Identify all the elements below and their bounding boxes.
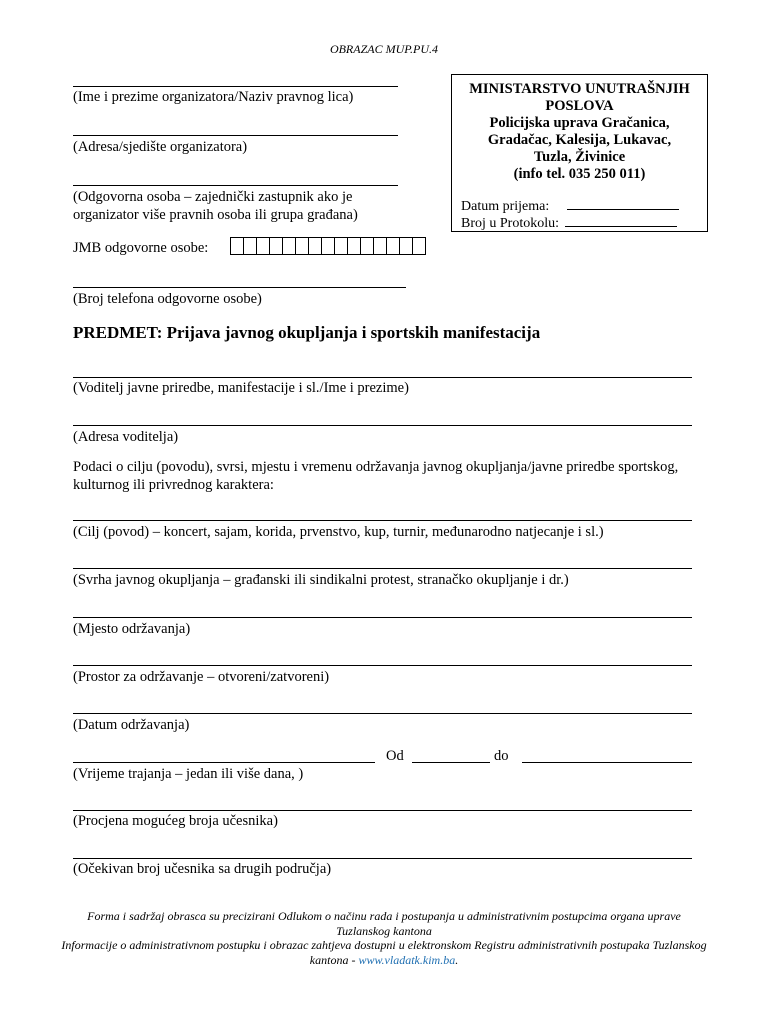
from-line[interactable] — [412, 762, 490, 763]
authority-line: MINISTARSTVO UNUTRAŠNJIH — [469, 81, 690, 97]
jmb-digit-box[interactable] — [360, 237, 374, 255]
space-caption: (Prostor za održavanje – otvoreni/zatvoreni) — [73, 669, 330, 685]
organizer-name-line[interactable] — [73, 86, 398, 87]
date-received-field[interactable] — [567, 197, 679, 210]
authority-heading — [452, 81, 707, 183]
venue-line[interactable] — [73, 617, 692, 618]
phone-caption: (Broj telefona odgovorne osobe) — [73, 291, 262, 307]
date-received-row — [461, 197, 679, 215]
jmb-digit-box[interactable] — [412, 237, 426, 255]
goal-caption: (Cilj (povod) – koncert, sajam, korida, prvenstvo, kup, turnir, međunarodno natjecanje i sl.) — [73, 524, 604, 540]
authority-line: POSLOVA — [545, 98, 614, 114]
jmb-digit-box[interactable] — [230, 237, 244, 255]
protocol-number-field[interactable] — [565, 214, 677, 227]
authority-line: Policijska uprava Gračanica, — [489, 115, 670, 131]
jmb-digit-box[interactable] — [269, 237, 283, 255]
footer-note — [60, 909, 708, 967]
participants-caption: (Procjena mogućeg broja učesnika) — [73, 813, 278, 829]
duration-caption: (Vrijeme trajanja – jedan ili više dana, ) — [73, 766, 304, 782]
authority-line: Gradačac, Kalesija, Lukavac, — [487, 132, 672, 148]
subject-heading: PREDMET: Prijava javnog okupljanja i sportskih manifestacija — [73, 323, 541, 342]
jmb-digit-box[interactable] — [399, 237, 413, 255]
footer-line-2-suffix: . — [455, 952, 459, 967]
organizer-address-line[interactable] — [73, 135, 398, 136]
responsible-person-line[interactable] — [73, 185, 398, 186]
footer-line-1: Forma i sadržaj obrasca su precizirani Odlukom o načinu rada i postupanja u administrativnim postupcima organa uprave Tuzlanskog kantona — [87, 909, 681, 938]
footer-line-2 — [60, 938, 708, 967]
jmb-digit-box[interactable] — [256, 237, 270, 255]
date-line[interactable] — [73, 713, 692, 714]
participants-line[interactable] — [73, 810, 692, 811]
registry-link[interactable]: www.vladatk.kim.ba — [358, 952, 456, 967]
to-label: do — [494, 748, 509, 764]
date-caption: (Datum održavanja) — [73, 717, 190, 733]
organizer-address-caption: (Adresa/sjedište organizatora) — [73, 139, 248, 155]
jmb-digit-box[interactable] — [243, 237, 257, 255]
organizer-name-caption: (Ime i prezime organizatora/Naziv pravnog lica) — [73, 89, 354, 105]
jmb-digit-box[interactable] — [282, 237, 296, 255]
venue-caption: (Mjesto održavanja) — [73, 621, 191, 637]
responsible-person-caption: (Odgovorna osoba – zajednički zastupnik ako je organizator više pravnih osoba ili grupa građana) — [73, 189, 358, 223]
leader-line[interactable] — [73, 377, 692, 378]
from-label: Od — [386, 748, 404, 764]
to-line[interactable] — [522, 762, 692, 763]
jmb-boxes[interactable] — [230, 237, 426, 255]
authority-box — [451, 74, 708, 232]
protocol-number-label: Broj u Protokolu: — [461, 216, 560, 231]
duration-line[interactable] — [73, 762, 375, 763]
jmb-digit-box[interactable] — [308, 237, 322, 255]
purpose-line[interactable] — [73, 568, 692, 569]
jmb-digit-box[interactable] — [373, 237, 387, 255]
jmb-digit-box[interactable] — [321, 237, 335, 255]
other-areas-caption: (Očekivan broj učesnika sa drugih područja) — [73, 861, 332, 877]
authority-line: (info tel. 035 250 011) — [513, 166, 646, 182]
purpose-caption: (Svrha javnog okupljanja – građanski ili sindikalni protest, stranačko okupljanje i dr.) — [73, 572, 569, 588]
form-code: OBRAZAC MUP.PU.4 — [329, 42, 439, 56]
jmb-label: JMB odgovorne osobe: — [73, 240, 209, 256]
other-areas-line[interactable] — [73, 858, 692, 859]
leader-address-line[interactable] — [73, 425, 692, 426]
jmb-digit-box[interactable] — [295, 237, 309, 255]
jmb-digit-box[interactable] — [386, 237, 400, 255]
intro-text: Podaci o cilju (povodu), svrsi, mjestu i vremenu održavanja javnog okupljanja/javne priredbe sportskog, kulturnog ili privrednog karaktera: — [73, 459, 679, 493]
leader-address-caption: (Adresa voditelja) — [73, 429, 179, 445]
phone-line[interactable] — [73, 287, 406, 288]
goal-line[interactable] — [73, 520, 692, 521]
jmb-digit-box[interactable] — [347, 237, 361, 255]
authority-line: Tuzla, Živinice — [533, 149, 626, 165]
date-received-label: Datum prijema: — [461, 199, 550, 214]
jmb-digit-box[interactable] — [334, 237, 348, 255]
leader-caption: (Voditelj javne priredbe, manifestacije i sl./Ime i prezime) — [73, 380, 409, 396]
protocol-number-row — [461, 214, 677, 232]
space-line[interactable] — [73, 665, 692, 666]
footer-line-2-text: Informacije o administrativnom postupku i obrazac zahtjeva dostupni u elektronskom Registru administrativnih postupaka Tuzlanskog kantona - — [61, 938, 707, 967]
